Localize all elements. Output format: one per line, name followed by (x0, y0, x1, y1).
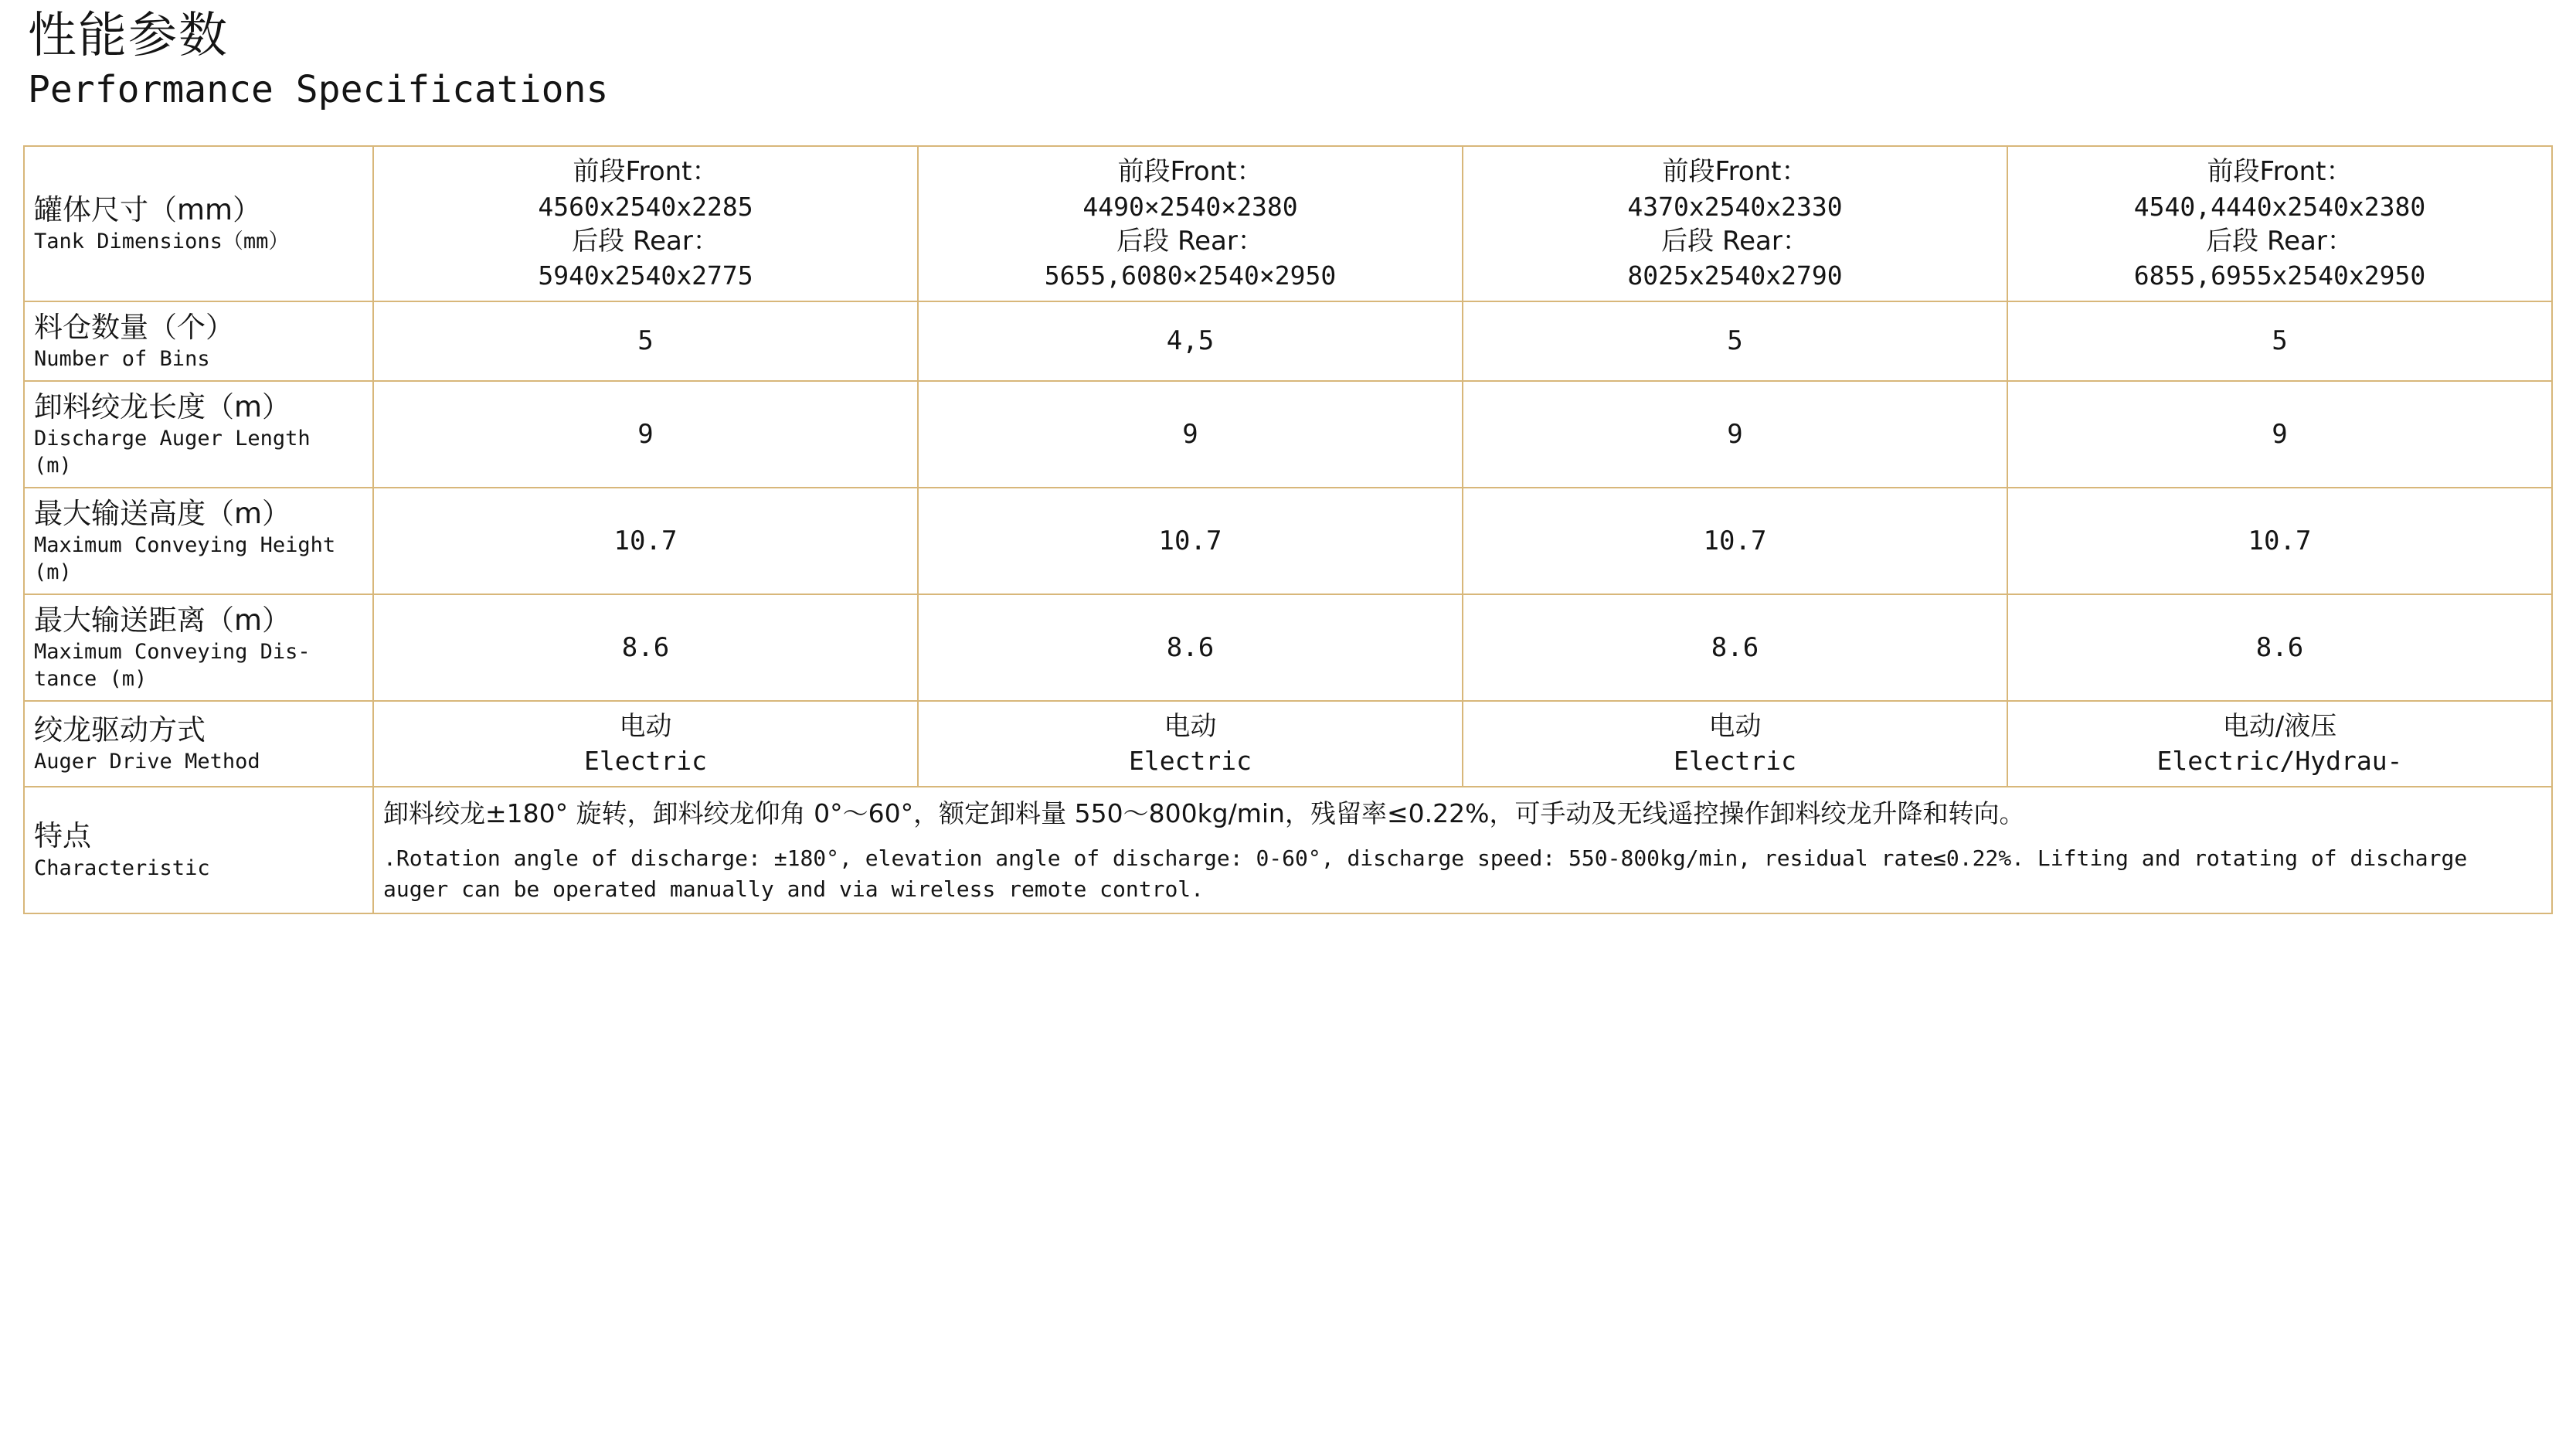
row-label-en-2: (m) (34, 454, 72, 478)
value-line: 9 (637, 418, 654, 450)
table-row (24, 701, 2552, 787)
row-label-discharge-auger-length (24, 381, 373, 488)
row-label-cn: 最大输送高度（m） (34, 496, 291, 530)
value-line: 后段 Rear： (1661, 225, 1809, 257)
cell-max-conveying-height-1 (373, 488, 918, 594)
row-label-cn: 卸料绞龙长度（m） (34, 389, 291, 423)
cell-max-conveying-distance-1 (373, 594, 918, 701)
value-line: 电动 (1164, 711, 1217, 743)
value-line: 9 (2272, 418, 2288, 450)
page-title-cn: 性能参数 (28, 7, 229, 63)
cell-number-of-bins-3 (1463, 301, 2007, 381)
value-line: 4540,4440x2540x2380 (2133, 191, 2426, 222)
cell-tank-dimensions-1 (373, 146, 918, 301)
cell-max-conveying-distance-3 (1463, 594, 2007, 701)
value-line: 前段Front： (2207, 156, 2353, 188)
cell-auger-drive-method-4 (2007, 701, 2552, 787)
value-line: 前段Front： (573, 156, 719, 188)
value-line: 前段Front： (1117, 156, 1263, 188)
page-heading (28, 8, 2553, 113)
cell-number-of-bins-4 (2007, 301, 2552, 381)
table-row (24, 146, 2552, 301)
value-line: 8025x2540x2790 (1627, 260, 1843, 291)
cell-max-conveying-height-2 (918, 488, 1463, 594)
row-label-en-2: tance (m) (34, 667, 148, 692)
row-label-en: Characteristic (34, 855, 210, 880)
cell-characteristic (373, 787, 2552, 913)
value-line: 5 (1727, 325, 1743, 357)
value-line: 10.7 (613, 525, 678, 556)
value-line: Electric (1674, 746, 1796, 777)
row-label-max-conveying-distance (24, 594, 373, 701)
table-row (24, 301, 2552, 381)
value-line: 5 (2272, 325, 2288, 357)
row-label-cn: 绞龙驱动方式 (34, 713, 206, 747)
value-line: 电动 (1708, 711, 1762, 743)
table-row (24, 381, 2552, 488)
value-line: 10.7 (2248, 525, 2312, 556)
cell-number-of-bins-2 (918, 301, 1463, 381)
cell-discharge-auger-length-2 (918, 381, 1463, 488)
value-line: 10.7 (1158, 525, 1222, 556)
specifications-table (23, 145, 2553, 913)
row-label-en: Discharge Auger Length (34, 427, 311, 451)
page-title-en: Performance Specifications (28, 68, 609, 112)
table-row (24, 594, 2552, 701)
row-label-cn: 罐体尺寸（mm） (34, 192, 262, 226)
row-label-en: Maximum Conveying Dis- (34, 640, 311, 665)
value-line: 电动/液压 (2222, 711, 2337, 743)
row-label-auger-drive-method (24, 701, 373, 787)
cell-auger-drive-method-2 (918, 701, 1463, 787)
cell-discharge-auger-length-3 (1463, 381, 2007, 488)
value-line: 5940x2540x2775 (538, 260, 753, 291)
cell-max-conveying-height-4 (2007, 488, 2552, 594)
value-line: 8.6 (1711, 632, 1759, 664)
value-line: 6855,6955x2540x2950 (2133, 260, 2426, 291)
value-line: 4,5 (1166, 325, 1215, 357)
value-line: 10.7 (1703, 525, 1767, 556)
row-label-characteristic (24, 787, 373, 913)
value-line: 9 (1727, 418, 1743, 450)
row-label-en: Tank Dimensions（mm） (34, 230, 290, 254)
row-label-max-conveying-height (24, 488, 373, 594)
value-line: 8.6 (2255, 632, 2304, 664)
value-line: 后段 Rear： (2206, 225, 2353, 257)
value-line: 4370x2540x2330 (1627, 191, 1843, 222)
value-line: 5655,6080×2540×2950 (1044, 260, 1337, 291)
row-label-cn: 最大输送距离（m） (34, 604, 291, 638)
cell-auger-drive-method-1 (373, 701, 918, 787)
cell-discharge-auger-length-4 (2007, 381, 2552, 488)
row-label-tank-dimensions (24, 146, 373, 301)
value-line: 后段 Rear： (572, 225, 719, 257)
cell-max-conveying-distance-2 (918, 594, 1463, 701)
value-line: 电动 (619, 711, 672, 743)
row-label-cn: 特点 (34, 819, 91, 853)
row-label-en-2: (m) (34, 560, 72, 585)
value-line: 后段 Rear： (1116, 225, 1264, 257)
cell-max-conveying-distance-4 (2007, 594, 2552, 701)
row-label-en: Number of Bins (34, 346, 210, 371)
value-line: 9 (1182, 418, 1198, 450)
value-line: Electric (584, 746, 707, 777)
value-line: 4490×2540×2380 (1082, 191, 1298, 222)
cell-tank-dimensions-2 (918, 146, 1463, 301)
row-label-en: Auger Drive Method (34, 750, 260, 774)
value-line: Electric/Hydrau- (2156, 746, 2403, 777)
characteristic-text-en: .Rotation angle of discharge: ±180°, elevation angle of discharge: 0-60°, discharge speed: 550-800kg/min, residual rate≤0.22%. Lifting and rotating of discharge auger can be operated manually and via wireless remote control. (383, 845, 2468, 902)
cell-tank-dimensions-4 (2007, 146, 2552, 301)
row-label-cn: 料仓数量（个） (34, 310, 234, 344)
cell-auger-drive-method-3 (1463, 701, 2007, 787)
value-line: 前段Front： (1662, 156, 1808, 188)
cell-number-of-bins-1 (373, 301, 918, 381)
cell-tank-dimensions-3 (1463, 146, 2007, 301)
row-label-en: Maximum Conveying Height (34, 533, 336, 558)
value-line: 8.6 (1166, 632, 1215, 664)
value-line: 5 (637, 325, 654, 357)
value-line: Electric (1129, 746, 1252, 777)
table-row (24, 787, 2552, 913)
table-row (24, 488, 2552, 594)
value-line: 8.6 (621, 632, 670, 664)
cell-max-conveying-height-3 (1463, 488, 2007, 594)
row-label-number-of-bins (24, 301, 373, 381)
value-line: 4560x2540x2285 (538, 191, 753, 222)
cell-discharge-auger-length-1 (373, 381, 918, 488)
characteristic-text-cn: 卸料绞龙±180° 旋转，卸料绞龙仰角 0°～60°，额定卸料量 550～800kg/min，残留率≤0.22%，可手动及无线遥控操作卸料绞龙升降和转向。 (383, 798, 2025, 829)
